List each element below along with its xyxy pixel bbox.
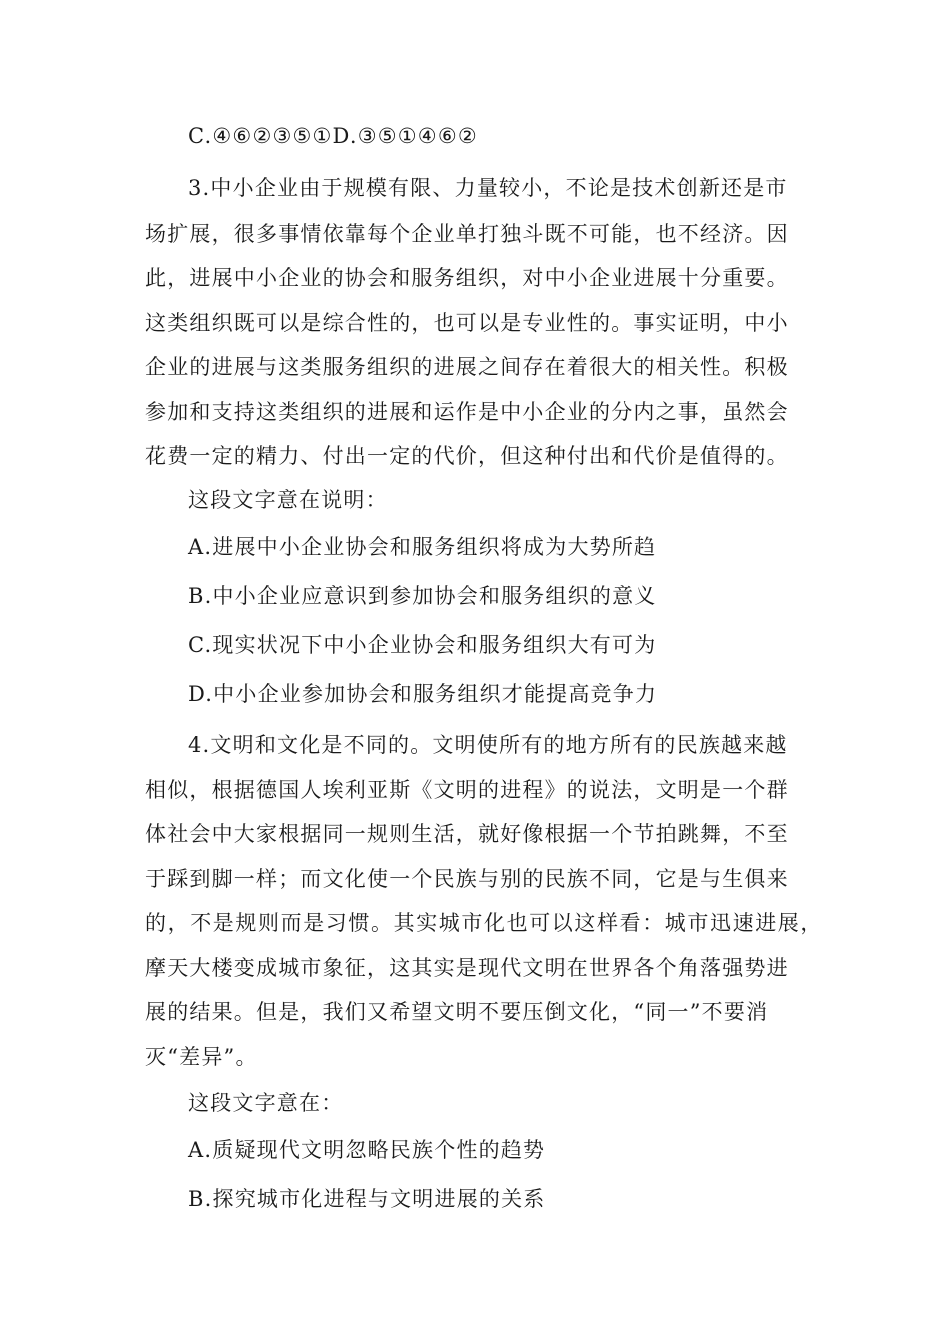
q4-stem-line-6: 摩天大楼变成城市象征，这其实是现代文明在世界各个角落强势进 (145, 956, 789, 980)
q2-options-line: C.④⑥②③⑤①D.③⑤①④⑥② (188, 124, 478, 148)
q4-stem-line-7: 展的结果。但是，我们又希望文明不要压倒文化，“同一”不要消 (145, 1000, 769, 1024)
q4-prompt: 这段文字意在： (188, 1091, 344, 1115)
q3-stem-line-3: 此，进展中小企业的协会和服务组织，对中小企业进展十分重要。 (145, 266, 789, 290)
q3-stem-line-2: 场扩展，很多事情依靠每个企业单打独斗既不可能，也不经济。因 (145, 222, 789, 246)
q4-stem-line-5: 的，不是规则而是习惯。其实城市化也可以这样看：城市迅速进展， (145, 911, 823, 935)
q4-stem-line-8: 灭“差异”。 (145, 1045, 258, 1069)
q4-stem-line-3: 体社会中大家根据同一规则生活，就好像根据一个节拍跳舞，不至 (145, 822, 789, 846)
q3-stem-line-1: 3.中小企业由于规模有限、力量较小，不论是技术创新还是市 (188, 176, 788, 200)
q4-stem-line-2: 相似，根据德国人埃利亚斯《文明的进程》的说法，文明是一个群 (145, 778, 789, 802)
q3-stem-line-7: 花费一定的精力、付出一定的代价，但这种付出和代价是值得的。 (145, 444, 789, 468)
q4-option-b: B.探究城市化进程与文明进展的关系 (188, 1187, 546, 1211)
q3-option-a: A.进展中小企业协会和服务组织将成为大势所趋 (188, 535, 657, 559)
q3-stem-line-5: 企业的进展与这类服务组织的进展之间存在着很大的相关性。积极 (145, 355, 789, 379)
q3-option-c: C.现实状况下中小企业协会和服务组织大有可为 (188, 633, 657, 657)
q4-stem-line-4: 于踩到脚一样；而文化使一个民族与别的民族不同，它是与生俱来 (145, 867, 789, 891)
q4-option-a: A.质疑现代文明忽略民族个性的趋势 (188, 1138, 546, 1162)
q3-option-d: D.中小企业参加协会和服务组织才能提高竞争力 (188, 682, 658, 706)
q3-stem-line-6: 参加和支持这类组织的进展和运作是中小企业的分内之事，虽然会 (145, 400, 789, 424)
q4-stem-line-1: 4.文明和文化是不同的。文明使所有的地方所有的民族越来越 (188, 733, 788, 757)
q3-prompt: 这段文字意在说明： (188, 488, 388, 512)
q3-option-b: B.中小企业应意识到参加协会和服务组织的意义 (188, 584, 657, 608)
q3-stem-line-4: 这类组织既可以是综合性的，也可以是专业性的。事实证明，中小 (145, 311, 789, 335)
